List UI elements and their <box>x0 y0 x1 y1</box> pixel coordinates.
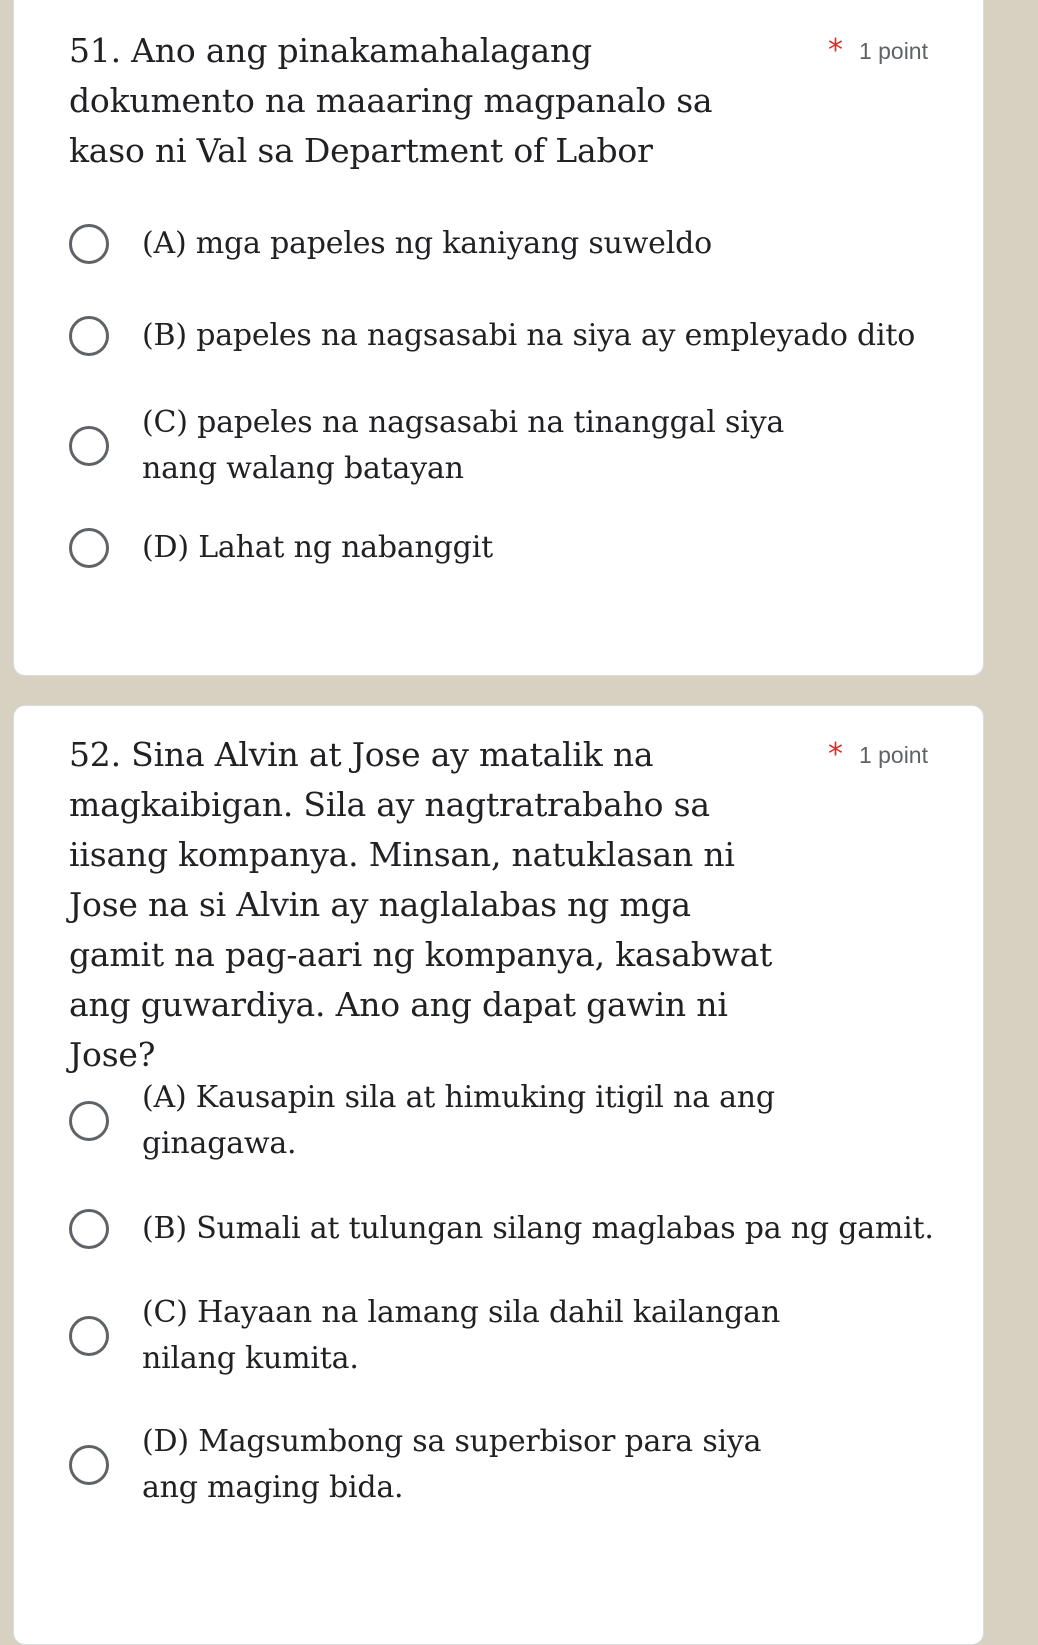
question-header <box>69 26 928 176</box>
question-header <box>69 730 928 1080</box>
radio-button[interactable] <box>69 528 109 568</box>
points-info <box>828 730 928 780</box>
question-title: 51. Ano ang pinakamahalagang dokumento na maaaring magpanalo sa kaso ni Val sa Department of Labor <box>69 31 713 170</box>
radio-button[interactable] <box>69 426 109 466</box>
option-c[interactable] <box>69 1290 879 1382</box>
radio-button[interactable] <box>69 1445 109 1485</box>
option-c[interactable] <box>69 400 859 492</box>
option-label: (D) Magsumbong sa superbisor para siya ang maging bida. <box>142 1424 762 1505</box>
radio-button[interactable] <box>69 316 109 356</box>
question-card-52 <box>13 705 984 1645</box>
option-label: (B) papeles na nagsasabi na siya ay empleyado dito <box>142 318 916 353</box>
radio-button[interactable] <box>69 1209 109 1249</box>
option-d[interactable] <box>69 1419 829 1511</box>
radio-button[interactable] <box>69 224 109 264</box>
option-b[interactable] <box>69 313 943 359</box>
option-label: (C) Hayaan na lamang sila dahil kailangan nilang kumita. <box>142 1295 780 1376</box>
option-d[interactable] <box>69 525 943 571</box>
points-label: 1 point <box>858 37 928 64</box>
option-label: (A) Kausapin sila at himuking itigil na ang ginagawa. <box>142 1080 775 1161</box>
option-b[interactable] <box>69 1206 943 1252</box>
radio-button[interactable] <box>69 1316 109 1356</box>
required-asterisk: * <box>827 737 843 772</box>
question-card-51 <box>13 0 984 676</box>
question-title: 52. Sina Alvin at Jose ay matalik na magkaibigan. Sila ay nagtratrabaho sa iisang kompanya. Minsan, natuklasan ni Jose na si Alvin ay naglalabas ng mga gamit na pag-aari ng kompanya, kasabwat ang guwardiya. Ano ang dapat gawin ni Jose? <box>69 735 773 1074</box>
option-label: (D) Lahat ng nabanggit <box>142 530 493 565</box>
points-label: 1 point <box>858 741 928 768</box>
page-background-strip <box>984 0 1038 1621</box>
required-asterisk: * <box>827 33 843 68</box>
option-label: (A) mga papeles ng kaniyang suweldo <box>142 226 712 261</box>
option-label: (C) papeles na nagsasabi na tinanggal siya nang walang batayan <box>142 405 785 486</box>
option-a[interactable] <box>69 221 943 267</box>
option-a[interactable] <box>69 1075 829 1167</box>
option-label: (B) Sumali at tulungan silang maglabas pa ng gamit. <box>142 1211 934 1246</box>
radio-button[interactable] <box>69 1101 109 1141</box>
points-info <box>828 26 928 76</box>
